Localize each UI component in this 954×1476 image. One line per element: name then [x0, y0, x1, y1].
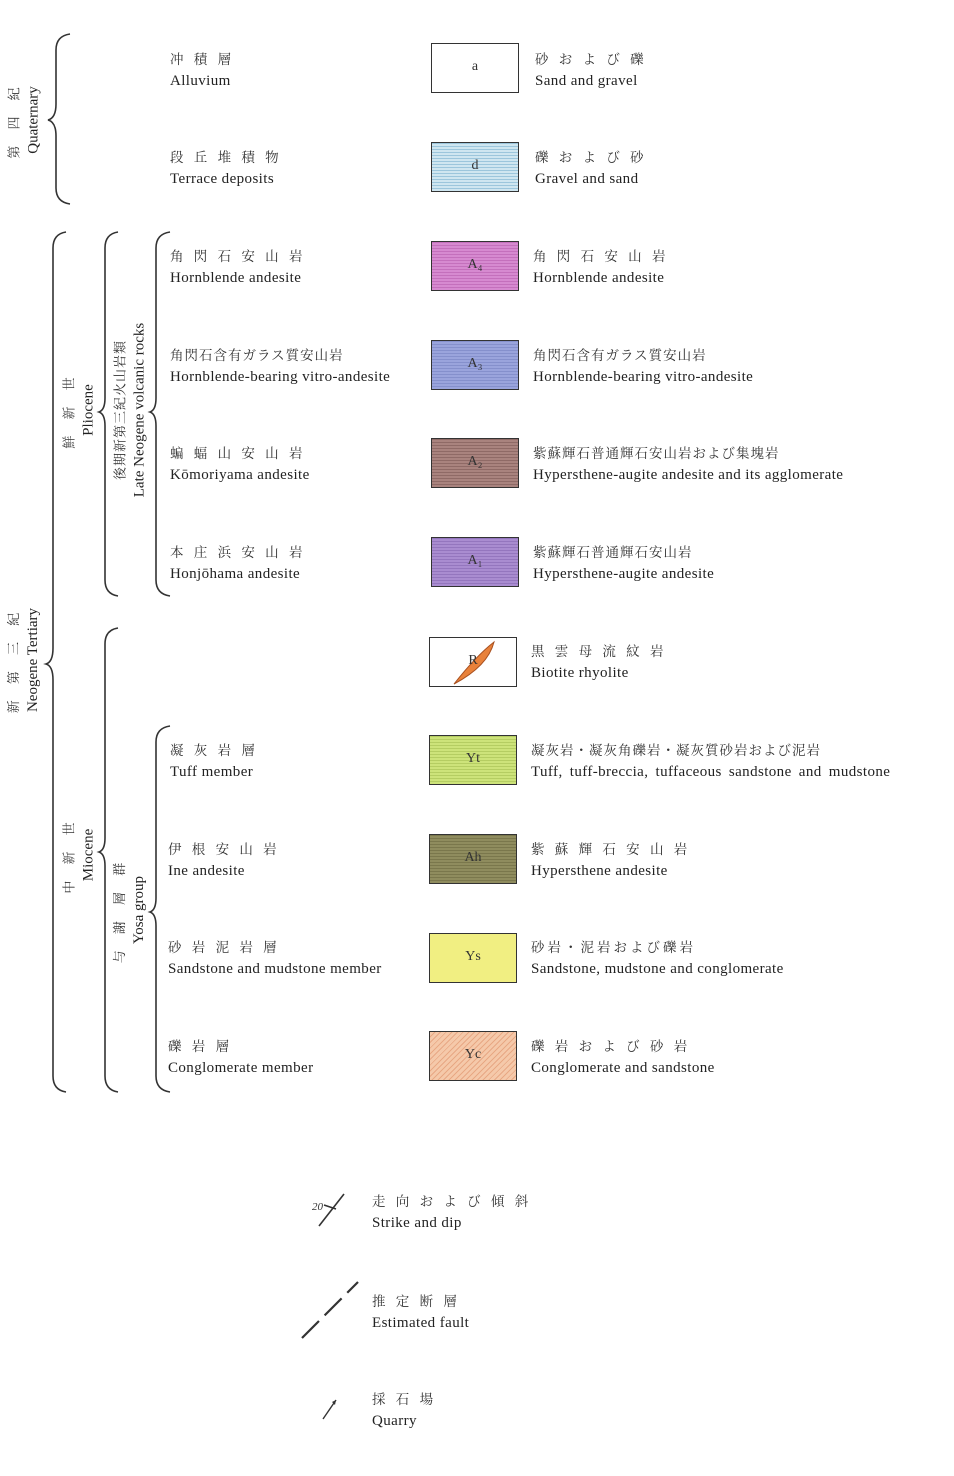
unit-name-jp: 砂 岩 泥 岩 層: [168, 940, 280, 956]
unit-name-en: Terrace deposits: [170, 171, 275, 187]
pliocene-label-en: Pliocene: [81, 384, 98, 436]
unit-desc-en: Biotite rhyolite: [531, 665, 629, 681]
unit-desc-jp: 礫 岩 お よ び 砂 岩: [531, 1039, 691, 1055]
unit-desc-jp: 礫 お よ び 砂: [535, 150, 647, 166]
legend-swatch-ah: [429, 834, 517, 884]
unit-name-en: Ine andesite: [168, 863, 245, 879]
unit-name-yt: [170, 741, 258, 783]
legend-swatch-a3: [431, 340, 519, 390]
unit-name-en: Honjōhama andesite: [170, 566, 301, 582]
unit-name-en: Kōmoriyama andesite: [170, 467, 310, 483]
unit-desc-en: Tuff, tuff-breccia, tuffaceous sandstone and mudstone: [531, 764, 891, 780]
unit-desc-jp: 砂岩・泥岩および礫岩: [531, 940, 696, 956]
unit-desc-en: Sand and gravel: [535, 73, 638, 89]
unit-desc-jp: 黒 雲 母 流 紋 岩: [531, 644, 667, 660]
unit-name-a2: [170, 444, 310, 486]
unit-name-jp: 本 庄 浜 安 山 岩: [170, 545, 306, 561]
unit-name-en: Sandstone and mudstone member: [168, 961, 382, 977]
unit-desc-jp: 砂 お よ び 礫: [535, 52, 647, 68]
yosa-label-en: Yosa group: [131, 875, 147, 945]
unit-name-jp: 伊 根 安 山 岩: [168, 842, 280, 858]
symbol-jp: 採 石 場: [372, 1392, 437, 1408]
unit-name-en: Alluvium: [170, 73, 231, 89]
symbol-en: Strike and dip: [372, 1215, 462, 1231]
symbol-jp: 走 向 お よ び 傾 斜: [372, 1194, 532, 1210]
symbol-en: Estimated fault: [372, 1315, 470, 1331]
unit-desc-r: [531, 642, 666, 684]
unit-name-a1: [170, 543, 305, 585]
unit-desc-a2: [533, 444, 843, 486]
unit-desc-yc: [531, 1037, 715, 1079]
yosa-label: [106, 840, 154, 980]
unit-name-yc: [168, 1037, 313, 1079]
neogene-label-en: Neogene Tertiary: [25, 607, 41, 713]
unit-desc-en: Hornblende-bearing vitro-andesite: [533, 369, 754, 385]
miocene-label-en: Miocene: [81, 828, 98, 882]
unit-desc-ah: [531, 840, 690, 882]
unit-desc-alluvium: [535, 50, 647, 92]
late-neogene-label: [106, 280, 154, 540]
yosa-label-jp: 与 謝 層 群: [113, 856, 128, 964]
unit-name-terrace: [170, 148, 282, 190]
symbol-fault: [372, 1292, 469, 1334]
unit-desc-en: Conglomerate and sandstone: [531, 1060, 715, 1076]
legend-swatch-a2: [431, 438, 519, 488]
unit-name-ah: [168, 840, 280, 882]
unit-name-en: Hornblende-bearing vitro-andesite: [170, 369, 391, 385]
unit-name-en: Tuff member: [170, 764, 254, 780]
swatch-code: Ah: [464, 850, 482, 865]
unit-desc-en: Hypersthene-augite andesite and its agglomerate: [533, 467, 844, 483]
unit-desc-jp: 紫蘇輝石普通輝石安山岩および集塊岩: [533, 446, 780, 462]
unit-desc-en: Hypersthene andesite: [531, 863, 668, 879]
legend-swatch-yc: [429, 1031, 517, 1081]
neogene-label: [0, 560, 48, 760]
unit-desc-en: Sandstone, mudstone and conglomerate: [531, 961, 784, 977]
legend-swatch-ys: [429, 933, 517, 983]
unit-desc-jp: 角閃石含有ガラス質安山岩: [533, 348, 707, 364]
quaternary-label: [0, 40, 50, 200]
unit-desc-en: Hypersthene-augite andesite: [533, 566, 715, 582]
unit-desc-ys: [531, 938, 784, 980]
unit-desc-jp: 紫蘇輝石普通輝石安山岩: [533, 545, 693, 561]
quaternary-label-jp: 第 四 紀: [8, 81, 24, 159]
pliocene-label-jp: 鮮 新 世: [63, 371, 79, 449]
unit-name-jp: 段 丘 堆 積 物: [170, 150, 282, 166]
quarry-icon: [316, 1394, 346, 1424]
unit-desc-terrace: [535, 148, 647, 190]
unit-name-en: Hornblende andesite: [170, 270, 302, 286]
swatch-code: A₁: [467, 553, 483, 568]
unit-desc-jp: 凝灰岩・凝灰角礫岩・凝灰質砂岩および泥岩: [531, 743, 821, 759]
unit-name-a3: [170, 346, 390, 388]
symbol-en: Quarry: [372, 1413, 417, 1429]
swatch-code: d: [471, 158, 479, 173]
strike-dip-icon: [300, 1190, 360, 1230]
unit-desc-yt: [531, 741, 890, 783]
miocene-label-jp: 中 新 世: [63, 816, 79, 894]
unit-desc-a1: [533, 543, 714, 585]
neogene-label-jp: 新 第 三 紀: [7, 606, 22, 714]
late-neogene-label-en: Late Neogene volcanic rocks: [131, 322, 147, 498]
symbol-quarry: [372, 1390, 436, 1432]
swatch-code: A₃: [467, 356, 483, 371]
legend-swatch-d: [431, 142, 519, 192]
legend-swatch-yt: [429, 735, 517, 785]
late-neogene-label-jp: 後期新第三紀火山岩類: [113, 340, 128, 481]
unit-desc-a4: [533, 247, 668, 289]
unit-name-jp: 礫 岩 層: [168, 1039, 233, 1055]
unit-name-jp: 冲 積 層: [170, 52, 235, 68]
symbol-strike-dip: [372, 1192, 531, 1234]
unit-name-jp: 凝 灰 岩 層: [170, 743, 258, 759]
unit-name-jp: 蝙 蝠 山 安 山 岩: [170, 446, 306, 462]
swatch-code: a: [471, 59, 479, 74]
legend-swatch-a: [431, 43, 519, 93]
swatch-code: A₄: [467, 257, 483, 272]
swatch-code: Ys: [465, 949, 481, 964]
strike-dip-value: 20: [312, 1201, 323, 1213]
quaternary-bracket: [48, 34, 70, 204]
swatch-code: Yt: [466, 751, 480, 766]
pliocene-label: [56, 350, 104, 470]
unit-name-en: Conglomerate member: [168, 1060, 314, 1076]
quaternary-label-en: Quaternary: [26, 86, 43, 154]
unit-name-ys: [168, 938, 382, 980]
symbol-jp: 推 定 断 層: [372, 1294, 460, 1310]
swatch-code: Yc: [464, 1047, 482, 1062]
swatch-code: A₂: [467, 454, 483, 469]
unit-desc-jp: 角 閃 石 安 山 岩: [533, 249, 669, 265]
miocene-label: [56, 800, 104, 910]
unit-desc-en: Gravel and sand: [535, 171, 639, 187]
legend-swatch-r: [429, 637, 517, 687]
unit-name-alluvium: [170, 50, 234, 92]
unit-desc-jp: 紫 蘇 輝 石 安 山 岩: [531, 842, 691, 858]
unit-desc-a3: [533, 346, 753, 388]
unit-desc-en: Hornblende andesite: [533, 270, 665, 286]
estimated-fault-icon: [298, 1278, 363, 1342]
unit-name-jp: 角閃石含有ガラス質安山岩: [170, 348, 344, 364]
swatch-code: R: [468, 653, 478, 668]
legend-swatch-a1: [431, 537, 519, 587]
unit-name-a4: [170, 247, 305, 289]
legend-swatch-a4: [431, 241, 519, 291]
unit-name-jp: 角 閃 石 安 山 岩: [170, 249, 306, 265]
